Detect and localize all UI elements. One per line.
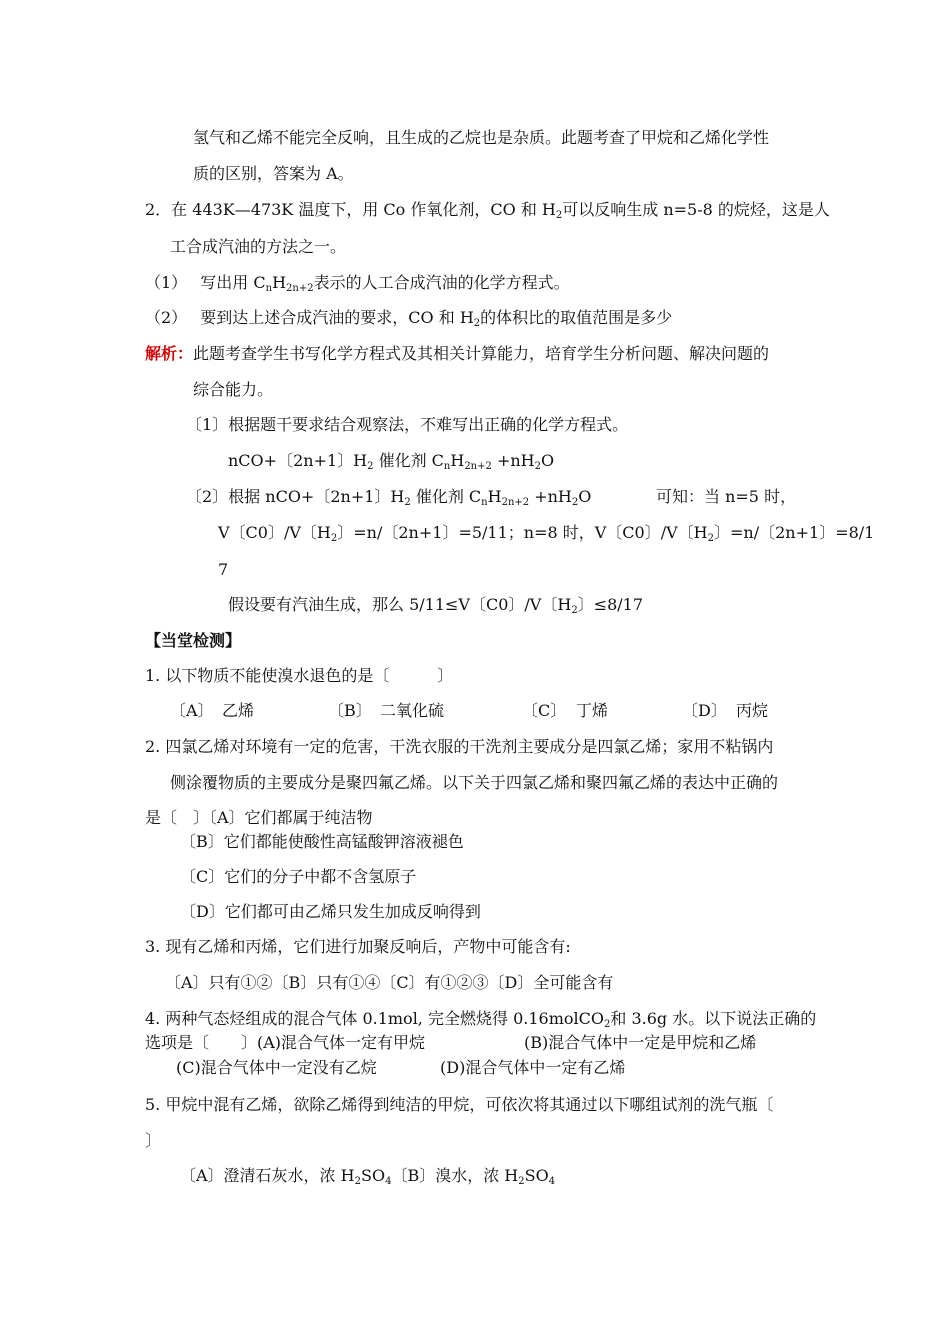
test-1-option-d: 丙烷 — [736, 701, 769, 720]
analysis-line-1: 解析：此题考查学生书写化学方程式及其相关计算能力，培育学生分析问题、解决问题的 — [145, 344, 770, 363]
test-2-option-d: 〔D〕它们都可由乙烯只发生加成反响得到 — [180, 902, 481, 921]
test-5-line-2: 〕 — [145, 1131, 162, 1150]
test-5-line-1: 5. 甲烷中混有乙烯，欲除乙烯得到纯洁的甲烷，可依次将其通过以下哪组试剂的洗气瓶〔 — [145, 1095, 774, 1114]
test-2-option-b: 〔B〕它们都能使酸性高锰酸钾溶液褪色 — [180, 832, 464, 851]
analysis-line-6: V〔C0〕/V〔$H_2$〕=n/〔2n+1〕=5/11；n=8 时，V〔C0〕/V〔$H_2$〕=n/〔2n+1〕=8/1 — [218, 523, 875, 544]
test-3-options: 〔A〕只有①②〔B〕只有①④〔C〕有①②③〔D〕全可能含有 — [165, 973, 614, 992]
answer-line-2: 质的区别，答案为 A。 — [193, 164, 354, 183]
test-2-option-c: 〔C〕它们的分子中都不含氢原子 — [180, 867, 417, 886]
test-5-options: 〔A〕澄清石灰水，浓 $H_2SO_4$〔B〕溴水，浓 $H_2SO_4$ — [180, 1166, 556, 1187]
analysis-label: 解析： — [145, 344, 194, 363]
test-1-option-b-label: 〔B〕 — [328, 701, 372, 720]
test-4-line-1: 4. 两种气态烃组成的混合气体 0.1mol, 完全燃烧得 0.16molCO$_2$和 3.6g 水。以下说法正确的 — [145, 1009, 817, 1030]
question-2-line-1: 2．在 443K—473K 温度下，用 Co 作氧化剂，CO 和 $H_2$可以反响生成 n=5-8 的烷烃，这是人 — [145, 200, 830, 221]
test-3-stem: 3. 现有乙烯和丙烯，它们进行加聚反响后，产物中可能含有: — [145, 937, 571, 956]
test-1-option-a-label: 〔A〕 — [170, 701, 214, 720]
subquestion-1: （1） 写出用 $C_nH_{2n+2}$表示的人工合成汽油的化学方程式。 — [145, 273, 570, 294]
test-4-option-b: (B)混合气体中一定是甲烷和乙烯 — [524, 1033, 757, 1052]
test-1-option-b: 二氧化硫 — [380, 701, 445, 720]
test-1-stem: 1. 以下物质不能使溴水退色的是〔 〕 — [145, 666, 454, 685]
test-1-option-a: 乙烯 — [222, 701, 255, 720]
analysis-line-8: 假设要有汽油生成，那么 5/11≤V〔C0〕/V〔$H_2$〕≤8/17 — [228, 595, 644, 616]
test-1-option-c: 丁烯 — [576, 701, 609, 720]
question-2-line-2: 工合成汽油的方法之一。 — [170, 237, 347, 256]
answer-line-1: 氢气和乙烯不能完全反响，且生成的乙烷也是杂质。此题考查了甲烷和乙烯化学性 — [193, 128, 770, 147]
test-4-option-d: (D)混合气体中一定有乙烯 — [440, 1058, 626, 1077]
test-2-line-2: 侧涂覆物质的主要成分是聚四氟乙烯。以下关于四氯乙烯和聚四氟乙烯的表达中正确的 — [170, 773, 779, 792]
test-4-option-a: 选项是〔 〕(A)混合气体一定有甲烷 — [145, 1033, 426, 1052]
analysis-line-7: 7 — [218, 560, 229, 579]
test-4-option-c: (C)混合气体中一定没有乙烷 — [176, 1058, 377, 1077]
subquestion-2-number: （2） — [145, 308, 188, 327]
analysis-line-3: 〔1〕根据题干要求结合观察法，不难写出正确的化学方程式。 — [186, 415, 629, 434]
test-2-line-1: 2. 四氯乙烯对环境有一定的危害，干洗衣服的干洗剂主要成分是四氯乙烯；家用不粘锅内 — [145, 737, 774, 756]
subquestion-1-number: （1） — [145, 273, 188, 292]
subquestion-2: （2） 要到达上述合成汽油的要求，CO 和 $H_2$的体积比的取值范围是多少 — [145, 308, 673, 329]
chemical-equation: nCO+〔2n+1〕$H_2$ 催化剂 $C_nH_{2n+2} +nH_2O$ — [228, 451, 555, 472]
test-1-option-c-label: 〔C〕 — [522, 701, 567, 720]
section-heading: 【当堂检测】 — [145, 631, 242, 650]
test-1-option-d-label: 〔D〕 — [682, 701, 727, 720]
analysis-line-5: 〔2〕根据 nCO+〔2n+1〕$H_2$ 催化剂 $C_nH_{2n+2} +nH_2O$ 可知：当 n=5 时， — [186, 487, 797, 508]
test-2-line-3: 是〔 〕〔A〕它们都属于纯洁物 — [145, 808, 373, 827]
analysis-line-2: 综合能力。 — [193, 380, 274, 399]
